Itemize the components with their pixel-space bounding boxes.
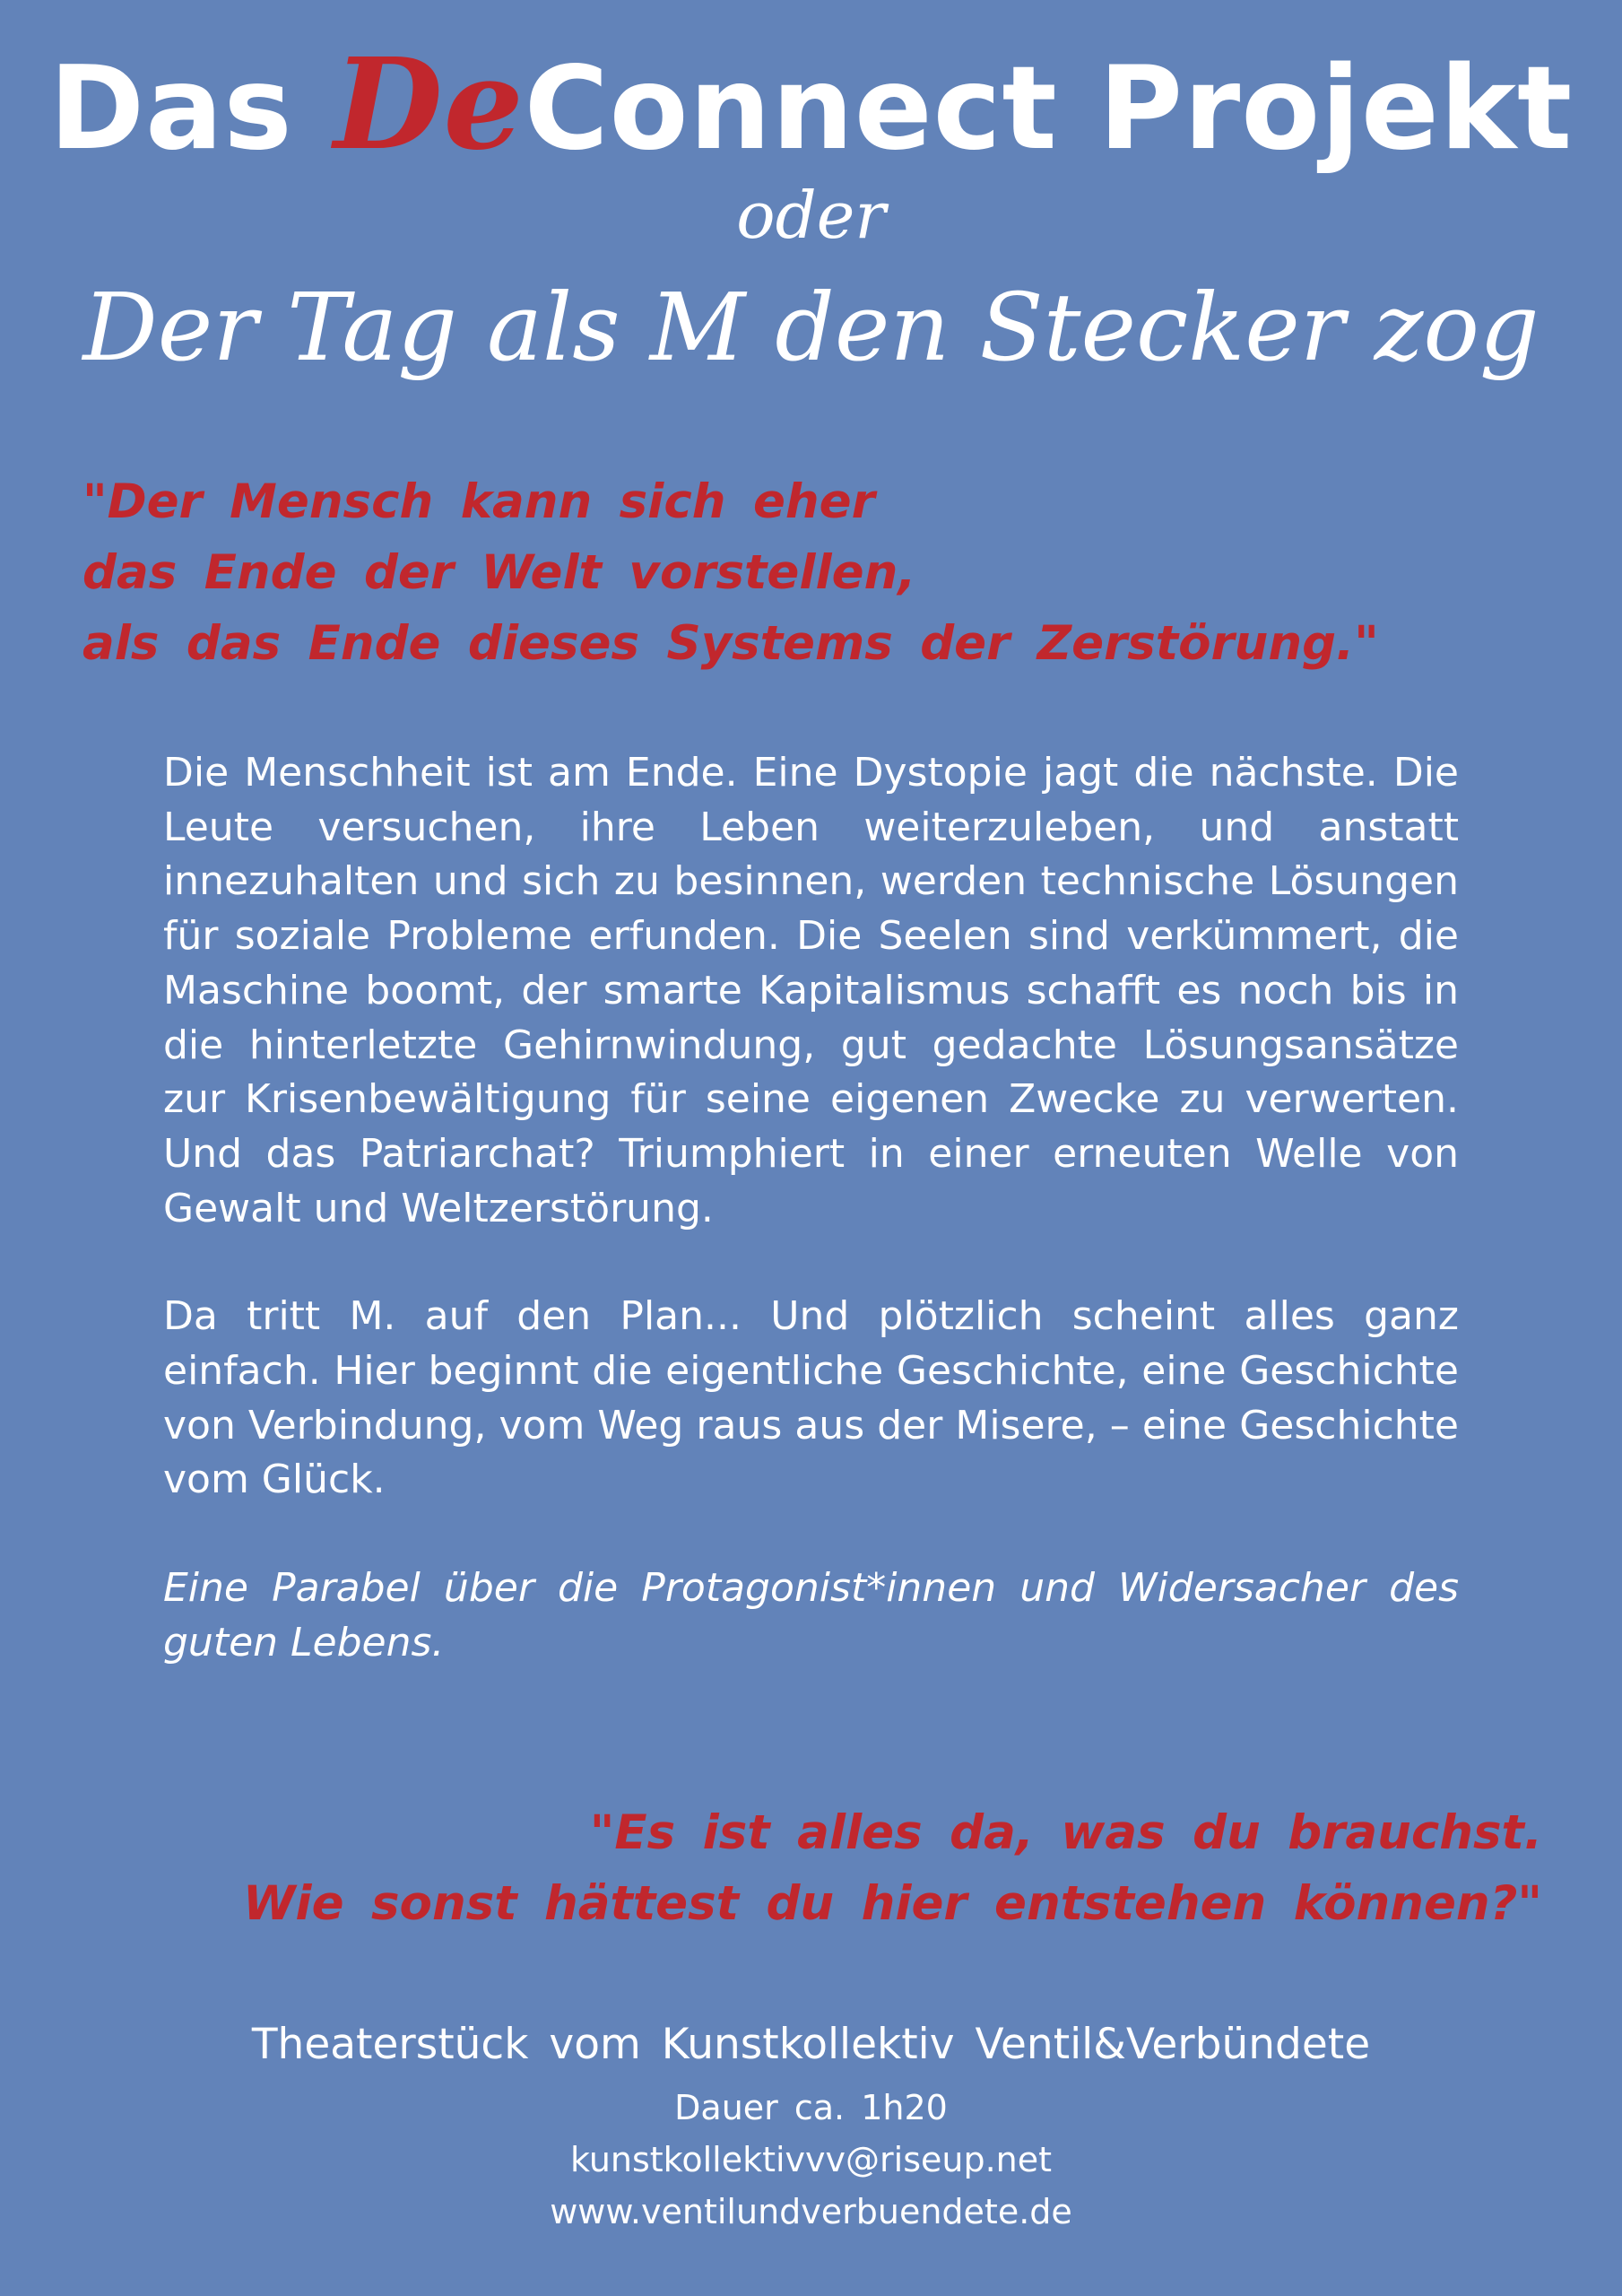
contact-email[interactable]: kunstkollektivvv@riseup.net (569, 2140, 1053, 2179)
title-accent-de: De (334, 31, 525, 178)
bottom-quote (179, 1797, 1542, 1939)
website-link[interactable]: www.ventilundverbuendete.de (550, 2192, 1072, 2231)
top-quote (82, 466, 1517, 679)
top-quote-line: das Ende der Welt vorstellen, (82, 545, 916, 600)
top-quote-line: als das Ende dieses Systems der Zerstörung." (82, 616, 1379, 671)
poster-title (0, 31, 1622, 178)
title-part-das: Das (48, 42, 334, 176)
title-part-connect: Connect Projekt (524, 42, 1574, 176)
description-paragraph-2: Da tritt M. auf den Plan... Und plötzlich scheint alles ganz einfach. Hier beginnt die eigentliche Geschichte, eine Geschichte von Verbindung, vom Weg raus aus der Misere, – eine Geschichte vom Glück. (163, 1293, 1459, 1503)
description-paragraph-3: Eine Parabel über die Protagonist*innen und Widersacher des guten Lebens. (163, 1565, 1459, 1665)
bottom-quote-line: "Es ist alles da, was du brauchst. (589, 1805, 1542, 1860)
credits-line: Theaterstück vom Kunstkollektiv Ventil&Verbündete (251, 2020, 1371, 2069)
description-paragraph-1: Die Menschheit ist am Ende. Eine Dystopie jagt die nächste. Die Leute versuchen, ihre Leben weiterzuleben, und anstatt innezuhalten und sich zu besinnen, werden technische Lösungen für soziale Probleme erfunden. Die Seelen sind verkümmert, die Maschine boomt, der smarte Kapitalismus schafft es noch bis in die hinterletzte Gehirnwindung, gut gedachte Lösungsansätze zur Krisenbewältigung für seine eigenen Zwecke zu verwerten. Und das Patriarchat? Triumphiert in einer erneuten Welle von Gewalt und Weltzerstörung. (163, 750, 1459, 1231)
bottom-quote-line: Wie sonst hättest du hier entstehen können?" (242, 1876, 1542, 1931)
title-connector: oder (736, 178, 886, 253)
duration-text: Dauer ca. 1h20 (674, 2088, 948, 2127)
top-quote-line: "Der Mensch kann sich eher (82, 474, 875, 529)
description (163, 746, 1459, 1725)
poster-subtitle: Der Tag als M den Stecker zog (82, 273, 1540, 382)
